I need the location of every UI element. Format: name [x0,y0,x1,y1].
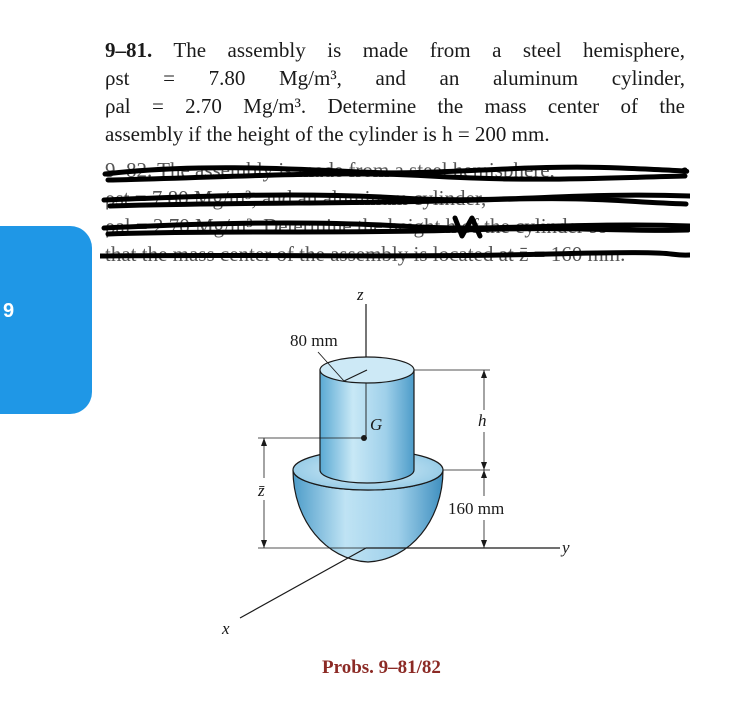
word-an: an [439,66,460,90]
x-axis-label: x [222,619,230,638]
chapter-tab-number: 9 [3,300,15,322]
struck-line-2: ρst = 7.80 Mg/m³, and an aluminum cylinder, [105,186,487,210]
y-axis-label: y [562,538,570,557]
struck-line-4: that the mass center of the assembly is located at z̄ = 160 mm. [105,242,626,266]
problem-81-line-1-text: The assembly is made from a steel hemisphere, [173,38,685,62]
radius-label: 80 mm [290,331,338,350]
problem-81-line-3: ρal = 2.70 Mg/m³. Determine the mass center of the [105,94,685,118]
word-and: and [375,66,406,90]
h-arrow-top [481,370,487,378]
dim-160-arrow-top [481,470,487,478]
problem-number: 9–81. [105,38,153,62]
mass-center-label: G [370,415,383,434]
h-label: h [478,411,487,430]
zbar-arrow-bottom [261,540,267,548]
x-axis [240,548,366,618]
struck-line-1: 9–82. The assembly is made from a steel hemisphere, [105,158,555,182]
zbar-label: z̄ [258,481,265,500]
dim-160-arrow-bottom [481,540,487,548]
aluminum-cylinder [320,370,414,483]
problem-81-line-4: assembly if the height of the cylinder is h = 200 mm. [105,122,550,146]
word-cylinder: cylinder, [611,66,685,90]
dim-160-label: 160 mm [448,499,505,518]
z-axis-label: z [357,285,364,304]
zbar-arrow-top [261,438,267,446]
h-arrow-bottom [481,462,487,470]
word-aluminum: aluminum [492,66,579,90]
struck-line-3: ρal = 2.70 Mg/m³. Determine the height h of the cylinder so [105,214,608,238]
figure-caption: Probs. 9–81/82 [322,657,441,678]
density-steel: ρst = 7.80 Mg/m³, [105,66,342,90]
